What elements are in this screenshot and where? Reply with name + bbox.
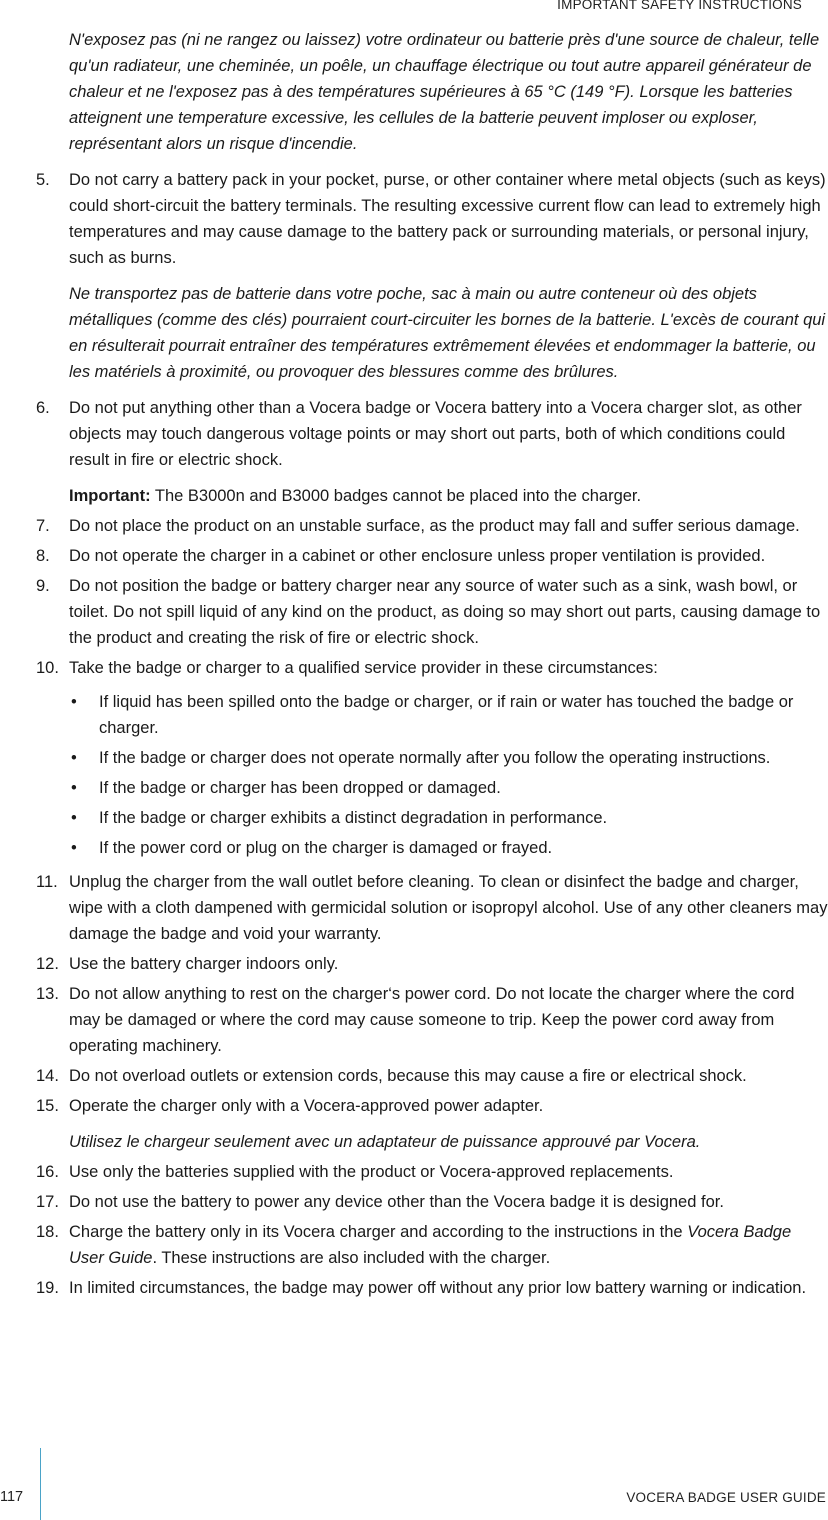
- list-item-16: [36, 1159, 828, 1185]
- list-item-11: [36, 869, 828, 947]
- item-number: 17.: [36, 1193, 59, 1211]
- bullet-text: If the badge or charger has been dropped or damaged.: [99, 779, 501, 797]
- bullet-text: If the badge or charger does not operate normally after you follow the operating instructions.: [99, 749, 771, 767]
- bullet-icon: •: [71, 809, 77, 827]
- important-note: [36, 483, 828, 509]
- item-number: 16.: [36, 1163, 59, 1181]
- item-text: Take the badge or charger to a qualified service provider in these circumstances:: [69, 659, 658, 677]
- list-item-18: [36, 1219, 828, 1271]
- bullet-text: If liquid has been spilled onto the badge or charger, or if rain or water has touched the badge or charger.: [99, 693, 794, 737]
- bullet-item: [36, 689, 828, 741]
- bullet-icon: •: [71, 693, 77, 711]
- item-text: Use only the batteries supplied with the product or Vocera-approved replacements.: [69, 1163, 674, 1181]
- item-number: 6.: [36, 399, 50, 417]
- bullet-icon: •: [71, 749, 77, 767]
- item-text: Do not place the product on an unstable surface, as the product may fall and suffer serious damage.: [69, 517, 800, 535]
- important-label: Important:: [69, 487, 151, 505]
- list-item-9: [36, 573, 828, 651]
- bullet-item: [36, 745, 828, 771]
- item-text-part: Charge the battery only in its Vocera charger and according to the instructions in the: [69, 1223, 688, 1241]
- item-5-french: Ne transportez pas de batterie dans votre poche, sac à main ou autre conteneur où des objets métalliques (comme des clés) pourraient court-circuiter les bornes de la batterie. L'excès de courant qui en résulterait pourrait entraîner des températures extrêmement élevées et endommager la batterie, ou les matériels à proximité, ou provoquer des blessures comme des brûlures.: [69, 285, 826, 381]
- list-item-10: [36, 655, 828, 681]
- item-number: 11.: [36, 873, 58, 891]
- item-number: 7.: [36, 517, 50, 535]
- page-number: 117: [0, 1489, 24, 1505]
- item-text: [69, 1223, 791, 1267]
- bullet-text: If the badge or charger exhibits a distinct degradation in performance.: [99, 809, 608, 827]
- circumstances-list: [36, 689, 828, 861]
- list-item-13: [36, 981, 828, 1059]
- list-item-8: [36, 543, 828, 569]
- item-text-part: . These instructions are also included with the charger.: [152, 1249, 551, 1267]
- bullet-item: [36, 775, 828, 801]
- item-number: 10.: [36, 659, 59, 677]
- guide-title: Vocera Badge User Guide: [69, 1223, 792, 1267]
- list-item-19: [36, 1275, 828, 1301]
- item-text: Do not operate the charger in a cabinet or other enclosure unless proper ventilation is provided.: [69, 547, 766, 565]
- item-text: Do not overload outlets or extension cords, because this may cause a fire or electrical shock.: [69, 1067, 747, 1085]
- item-text: Do not put anything other than a Vocera badge or Vocera battery into a Vocera charger slot, as other objects may touch dangerous voltage points or may short out parts, both of which conditions could result in fire or electric shock.: [69, 399, 802, 469]
- list-item-7: [36, 513, 828, 539]
- footer-title: VOCERA BADGE USER GUIDE: [626, 1490, 826, 1505]
- bullet-icon: •: [71, 839, 77, 857]
- item-text: Do not use the battery to power any device other than the Vocera badge it is designed for.: [69, 1193, 724, 1211]
- item-number: 15.: [36, 1097, 59, 1115]
- item-number: 9.: [36, 577, 50, 595]
- item-text: Do not position the badge or battery charger near any source of water such as a sink, wash bowl, or toilet. Do not spill liquid of any kind on the product, as doing so may short out parts, causing damage to the product and creating the risk of fire or electric shock.: [69, 577, 821, 647]
- list-item-5: [36, 167, 828, 271]
- item-text: Do not allow anything to rest on the charger‘s power cord. Do not locate the charger where the cord may be damaged or where the cord may cause someone to trip. Keep the power cord away from operating machinery.: [69, 985, 795, 1055]
- item-text: Operate the charger only with a Vocera-approved power adapter.: [69, 1097, 544, 1115]
- bullet-text: If the power cord or plug on the charger is damaged or frayed.: [99, 839, 553, 857]
- list-item-6: [36, 395, 828, 473]
- list-item-17: [36, 1189, 828, 1215]
- item-number: 8.: [36, 547, 50, 565]
- item-15-french: Utilisez le chargeur seulement avec un adaptateur de puissance approuvé par Vocera.: [69, 1133, 701, 1151]
- item-text: Use the battery charger indoors only.: [69, 955, 339, 973]
- item-number: 12.: [36, 955, 59, 973]
- item-number: 14.: [36, 1067, 59, 1085]
- list-item-12: [36, 951, 828, 977]
- bullet-item: [36, 835, 828, 861]
- item-text: Unplug the charger from the wall outlet before cleaning. To clean or disinfect the badge and charger, wipe with a cloth dampened with germicidal solution or isopropyl alcohol. Use of any other cleaners may damage the badge and void your warranty.: [69, 873, 828, 943]
- bullet-icon: •: [71, 779, 77, 797]
- list-item-14: [36, 1063, 828, 1089]
- running-header: IMPORTANT SAFETY INSTRUCTIONS: [557, 0, 802, 12]
- footer-divider: [40, 1448, 41, 1520]
- item-number: 13.: [36, 985, 59, 1003]
- bullet-item: [36, 805, 828, 831]
- item-4-french: N'exposez pas (ni ne rangez ou laissez) votre ordinateur ou batterie près d'une source de chaleur, telle qu'un radiateur, une cheminée, un poêle, un chauffage électrique ou tout autre appareil générateur de chaleur et ne l'exposez pas à des températures supérieures à 65 °C (149 °F). Lorsque les batteries atteignent une temperature excessive, les cellules de la batterie peuvent imploser ou exploser, représentant alors un risque d'incendie.: [69, 31, 820, 153]
- important-text: The B3000n and B3000 badges cannot be placed into the charger.: [154, 487, 642, 505]
- item-number: 5.: [36, 171, 50, 189]
- list-item-15: [36, 1093, 828, 1119]
- item-number: 18.: [36, 1223, 59, 1241]
- item-text: Do not carry a battery pack in your pocket, purse, or other container where metal objects (such as keys) could short-circuit the battery terminals. The resulting excessive current flow can lead to extremely high temperatures and may cause damage to the battery pack or surrounding materials, or personal injury, such as burns.: [69, 171, 826, 267]
- item-number: 19.: [36, 1279, 59, 1297]
- item-text: In limited circumstances, the badge may power off without any prior low battery warning or indication.: [69, 1279, 807, 1297]
- safety-instructions-body: [36, 27, 828, 1305]
